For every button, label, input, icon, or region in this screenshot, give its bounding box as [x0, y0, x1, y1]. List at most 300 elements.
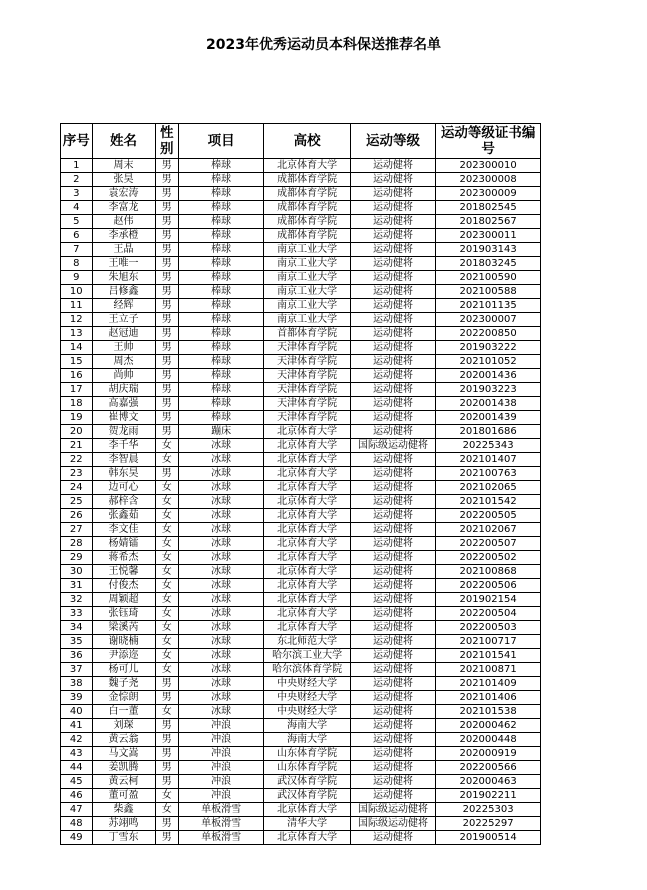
cell-university: 中央财经大学 — [264, 677, 350, 691]
cell-name: 经辉 — [92, 299, 155, 313]
cell-university: 北京体育大学 — [264, 607, 350, 621]
cell-university: 东北师范大学 — [264, 635, 350, 649]
cell-index: 47 — [61, 803, 93, 817]
cell-level: 运动健将 — [350, 257, 435, 271]
cell-name: 周颖超 — [92, 593, 155, 607]
cell-level: 运动健将 — [350, 719, 435, 733]
table-row — [61, 691, 541, 705]
cell-index: 26 — [61, 509, 93, 523]
cell-index: 42 — [61, 733, 93, 747]
table-row — [61, 271, 541, 285]
cell-name: 王晶 — [92, 243, 155, 257]
cell-certificate: 202101542 — [436, 495, 541, 509]
cell-gender: 女 — [155, 705, 178, 719]
cell-level: 运动健将 — [350, 621, 435, 635]
cell-certificate: 202102065 — [436, 481, 541, 495]
cell-certificate: 201801686 — [436, 425, 541, 439]
cell-level: 国际级运动健将 — [350, 817, 435, 831]
cell-event: 棒球 — [178, 173, 263, 187]
cell-gender: 女 — [155, 579, 178, 593]
cell-level: 运动健将 — [350, 243, 435, 257]
cell-university: 山东体育学院 — [264, 747, 350, 761]
cell-gender: 女 — [155, 789, 178, 803]
cell-name: 张鑫茹 — [92, 509, 155, 523]
cell-gender: 女 — [155, 607, 178, 621]
header-index: 序号 — [61, 124, 93, 159]
cell-certificate: 202200507 — [436, 537, 541, 551]
cell-level: 运动健将 — [350, 523, 435, 537]
cell-level: 国际级运动健将 — [350, 803, 435, 817]
cell-level: 运动健将 — [350, 537, 435, 551]
cell-index: 31 — [61, 579, 93, 593]
cell-event: 冰球 — [178, 677, 263, 691]
cell-level: 运动健将 — [350, 397, 435, 411]
cell-gender: 男 — [155, 215, 178, 229]
cell-event: 冰球 — [178, 523, 263, 537]
cell-level: 运动健将 — [350, 831, 435, 845]
cell-university: 北京体育大学 — [264, 523, 350, 537]
cell-event: 单板滑雪 — [178, 803, 263, 817]
cell-certificate: 202001438 — [436, 397, 541, 411]
cell-event: 单板滑雪 — [178, 831, 263, 845]
cell-gender: 男 — [155, 243, 178, 257]
cell-university: 山东体育学院 — [264, 761, 350, 775]
cell-university: 武汉体育学院 — [264, 789, 350, 803]
cell-university: 成都体育学院 — [264, 201, 350, 215]
recommendation-table — [60, 123, 541, 845]
cell-university: 北京体育大学 — [264, 565, 350, 579]
header-certificate: 运动等级证书编号 — [436, 124, 541, 159]
cell-index: 7 — [61, 243, 93, 257]
table-row — [61, 495, 541, 509]
cell-name: 姜凯腾 — [92, 761, 155, 775]
cell-university: 南京工业大学 — [264, 313, 350, 327]
cell-name: 杨婧镭 — [92, 537, 155, 551]
cell-event: 冰球 — [178, 439, 263, 453]
cell-name: 崔博文 — [92, 411, 155, 425]
cell-event: 单板滑雪 — [178, 817, 263, 831]
cell-university: 成都体育学院 — [264, 229, 350, 243]
table-row — [61, 369, 541, 383]
cell-gender: 男 — [155, 257, 178, 271]
cell-name: 苏翊鸣 — [92, 817, 155, 831]
cell-name: 马文嵩 — [92, 747, 155, 761]
cell-university: 北京体育大学 — [264, 439, 350, 453]
cell-event: 冰球 — [178, 691, 263, 705]
cell-name: 袁宏涛 — [92, 187, 155, 201]
cell-university: 南京工业大学 — [264, 257, 350, 271]
cell-name: 吕修鑫 — [92, 285, 155, 299]
cell-certificate: 202000462 — [436, 719, 541, 733]
cell-level: 运动健将 — [350, 789, 435, 803]
cell-name: 高嘉强 — [92, 397, 155, 411]
cell-gender: 男 — [155, 733, 178, 747]
cell-university: 天津体育学院 — [264, 397, 350, 411]
cell-level: 运动健将 — [350, 607, 435, 621]
cell-university: 南京工业大学 — [264, 271, 350, 285]
cell-event: 冰球 — [178, 551, 263, 565]
cell-index: 6 — [61, 229, 93, 243]
cell-certificate: 202100868 — [436, 565, 541, 579]
table-row — [61, 775, 541, 789]
cell-certificate: 202001436 — [436, 369, 541, 383]
cell-university: 北京体育大学 — [264, 551, 350, 565]
cell-event: 冲浪 — [178, 761, 263, 775]
cell-certificate: 202200505 — [436, 509, 541, 523]
cell-level: 运动健将 — [350, 159, 435, 173]
cell-certificate: 201900514 — [436, 831, 541, 845]
table-row — [61, 173, 541, 187]
cell-level: 运动健将 — [350, 411, 435, 425]
cell-university: 哈尔滨工业大学 — [264, 649, 350, 663]
table-row — [61, 649, 541, 663]
cell-index: 12 — [61, 313, 93, 327]
cell-event: 棒球 — [178, 243, 263, 257]
cell-gender: 女 — [155, 537, 178, 551]
cell-event: 棒球 — [178, 271, 263, 285]
cell-event: 棒球 — [178, 369, 263, 383]
cell-gender: 男 — [155, 369, 178, 383]
cell-index: 18 — [61, 397, 93, 411]
cell-level: 运动健将 — [350, 271, 435, 285]
cell-event: 蹦床 — [178, 425, 263, 439]
table-row — [61, 523, 541, 537]
cell-gender: 女 — [155, 523, 178, 537]
cell-certificate: 202200506 — [436, 579, 541, 593]
cell-index: 37 — [61, 663, 93, 677]
cell-index: 13 — [61, 327, 93, 341]
cell-name: 郝梓含 — [92, 495, 155, 509]
table-row — [61, 789, 541, 803]
cell-name: 李富龙 — [92, 201, 155, 215]
cell-index: 46 — [61, 789, 93, 803]
cell-level: 运动健将 — [350, 215, 435, 229]
cell-gender: 男 — [155, 425, 178, 439]
cell-certificate: 201903143 — [436, 243, 541, 257]
table-row — [61, 817, 541, 831]
cell-level: 运动健将 — [350, 649, 435, 663]
cell-event: 棒球 — [178, 215, 263, 229]
cell-gender: 女 — [155, 649, 178, 663]
cell-index: 23 — [61, 467, 93, 481]
cell-level: 运动健将 — [350, 593, 435, 607]
cell-gender: 女 — [155, 803, 178, 817]
cell-event: 冲浪 — [178, 775, 263, 789]
cell-certificate: 202300011 — [436, 229, 541, 243]
table-row — [61, 299, 541, 313]
cell-index: 30 — [61, 565, 93, 579]
cell-gender: 男 — [155, 299, 178, 313]
cell-name: 赵冠迪 — [92, 327, 155, 341]
cell-event: 冰球 — [178, 537, 263, 551]
cell-gender: 男 — [155, 173, 178, 187]
cell-level: 运动健将 — [350, 327, 435, 341]
cell-certificate: 202200504 — [436, 607, 541, 621]
page-title: 2023年优秀运动员本科保送推荐名单 — [206, 37, 441, 53]
table-row — [61, 509, 541, 523]
cell-gender: 男 — [155, 341, 178, 355]
header-gender: 性别 — [155, 124, 178, 159]
cell-certificate: 202300009 — [436, 187, 541, 201]
cell-event: 棒球 — [178, 397, 263, 411]
cell-index: 24 — [61, 481, 93, 495]
cell-name: 尚帅 — [92, 369, 155, 383]
cell-event: 棒球 — [178, 159, 263, 173]
cell-certificate: 202100871 — [436, 663, 541, 677]
cell-gender: 男 — [155, 383, 178, 397]
cell-certificate: 20225343 — [436, 439, 541, 453]
cell-index: 17 — [61, 383, 93, 397]
cell-level: 运动健将 — [350, 369, 435, 383]
cell-name: 董可盈 — [92, 789, 155, 803]
cell-certificate: 202101538 — [436, 705, 541, 719]
header-level: 运动等级 — [350, 124, 435, 159]
cell-university: 南京工业大学 — [264, 243, 350, 257]
cell-index: 25 — [61, 495, 93, 509]
cell-name: 王唯一 — [92, 257, 155, 271]
cell-level: 运动健将 — [350, 747, 435, 761]
table-row — [61, 621, 541, 635]
cell-name: 白一董 — [92, 705, 155, 719]
cell-gender: 女 — [155, 565, 178, 579]
cell-gender: 男 — [155, 775, 178, 789]
cell-level: 运动健将 — [350, 635, 435, 649]
cell-name: 李千华 — [92, 439, 155, 453]
cell-event: 棒球 — [178, 187, 263, 201]
cell-university: 成都体育学院 — [264, 215, 350, 229]
table-row — [61, 831, 541, 845]
cell-gender: 女 — [155, 593, 178, 607]
cell-name: 梁溪芮 — [92, 621, 155, 635]
cell-event: 冰球 — [178, 495, 263, 509]
cell-event: 冰球 — [178, 481, 263, 495]
cell-gender: 女 — [155, 551, 178, 565]
cell-event: 棒球 — [178, 313, 263, 327]
table-row — [61, 537, 541, 551]
cell-certificate: 202000463 — [436, 775, 541, 789]
cell-event: 冰球 — [178, 593, 263, 607]
cell-index: 48 — [61, 817, 93, 831]
cell-certificate: 202200566 — [436, 761, 541, 775]
table-row — [61, 677, 541, 691]
cell-level: 运动健将 — [350, 775, 435, 789]
cell-university: 中央财经大学 — [264, 705, 350, 719]
cell-name: 刘琛 — [92, 719, 155, 733]
table-row — [61, 579, 541, 593]
table-row — [61, 635, 541, 649]
cell-name: 金悰朗 — [92, 691, 155, 705]
table-row — [61, 243, 541, 257]
cell-event: 冰球 — [178, 663, 263, 677]
cell-certificate: 202101541 — [436, 649, 541, 663]
cell-index: 5 — [61, 215, 93, 229]
cell-event: 冰球 — [178, 453, 263, 467]
cell-gender: 女 — [155, 439, 178, 453]
cell-name: 付俊杰 — [92, 579, 155, 593]
cell-university: 首都体育学院 — [264, 327, 350, 341]
cell-university: 天津体育学院 — [264, 355, 350, 369]
cell-index: 33 — [61, 607, 93, 621]
cell-certificate: 202101135 — [436, 299, 541, 313]
cell-certificate: 202001439 — [436, 411, 541, 425]
cell-gender: 男 — [155, 159, 178, 173]
cell-level: 运动健将 — [350, 761, 435, 775]
table-row — [61, 551, 541, 565]
cell-index: 10 — [61, 285, 93, 299]
cell-certificate: 201803245 — [436, 257, 541, 271]
cell-certificate: 202102067 — [436, 523, 541, 537]
header-event: 项目 — [178, 124, 263, 159]
cell-index: 35 — [61, 635, 93, 649]
cell-certificate: 202101406 — [436, 691, 541, 705]
cell-index: 19 — [61, 411, 93, 425]
table-row — [61, 439, 541, 453]
cell-university: 清华大学 — [264, 817, 350, 831]
cell-university: 海南大学 — [264, 719, 350, 733]
cell-level: 运动健将 — [350, 201, 435, 215]
cell-certificate: 202101052 — [436, 355, 541, 369]
cell-level: 运动健将 — [350, 481, 435, 495]
cell-gender: 女 — [155, 663, 178, 677]
cell-event: 冰球 — [178, 635, 263, 649]
cell-certificate: 20225303 — [436, 803, 541, 817]
cell-index: 39 — [61, 691, 93, 705]
cell-event: 棒球 — [178, 201, 263, 215]
table-row — [61, 341, 541, 355]
cell-index: 28 — [61, 537, 93, 551]
cell-index: 34 — [61, 621, 93, 635]
cell-certificate: 201802567 — [436, 215, 541, 229]
cell-name: 王帅 — [92, 341, 155, 355]
header-university: 高校 — [264, 124, 350, 159]
cell-university: 成都体育学院 — [264, 173, 350, 187]
cell-gender: 男 — [155, 355, 178, 369]
cell-gender: 男 — [155, 691, 178, 705]
cell-certificate: 202100717 — [436, 635, 541, 649]
cell-university: 天津体育学院 — [264, 341, 350, 355]
cell-level: 运动健将 — [350, 313, 435, 327]
cell-name: 李承橙 — [92, 229, 155, 243]
cell-university: 北京体育大学 — [264, 495, 350, 509]
cell-event: 冰球 — [178, 649, 263, 663]
cell-name: 王立子 — [92, 313, 155, 327]
cell-index: 22 — [61, 453, 93, 467]
table-row — [61, 747, 541, 761]
cell-index: 41 — [61, 719, 93, 733]
cell-event: 棒球 — [178, 383, 263, 397]
cell-event: 冰球 — [178, 579, 263, 593]
cell-gender: 女 — [155, 453, 178, 467]
cell-level: 运动健将 — [350, 229, 435, 243]
cell-name: 胡庆瑞 — [92, 383, 155, 397]
cell-university: 天津体育学院 — [264, 369, 350, 383]
cell-level: 运动健将 — [350, 677, 435, 691]
cell-certificate: 201902211 — [436, 789, 541, 803]
cell-event: 棒球 — [178, 355, 263, 369]
cell-certificate: 201903222 — [436, 341, 541, 355]
cell-name: 柴鑫 — [92, 803, 155, 817]
cell-level: 运动健将 — [350, 663, 435, 677]
cell-gender: 男 — [155, 285, 178, 299]
cell-certificate: 20225297 — [436, 817, 541, 831]
cell-name: 张昊 — [92, 173, 155, 187]
cell-name: 赵伟 — [92, 215, 155, 229]
cell-index: 21 — [61, 439, 93, 453]
table-row — [61, 453, 541, 467]
cell-event: 冲浪 — [178, 747, 263, 761]
cell-event: 棒球 — [178, 257, 263, 271]
table-row — [61, 215, 541, 229]
cell-index: 9 — [61, 271, 93, 285]
cell-index: 16 — [61, 369, 93, 383]
cell-university: 海南大学 — [264, 733, 350, 747]
cell-level: 运动健将 — [350, 173, 435, 187]
table-row — [61, 355, 541, 369]
cell-gender: 男 — [155, 313, 178, 327]
cell-certificate: 202100590 — [436, 271, 541, 285]
cell-event: 棒球 — [178, 411, 263, 425]
cell-name: 朱旭东 — [92, 271, 155, 285]
cell-name: 谢晓楠 — [92, 635, 155, 649]
cell-university: 北京体育大学 — [264, 803, 350, 817]
table-row — [61, 705, 541, 719]
cell-level: 运动健将 — [350, 551, 435, 565]
cell-university: 北京体育大学 — [264, 509, 350, 523]
cell-gender: 男 — [155, 201, 178, 215]
cell-event: 冰球 — [178, 565, 263, 579]
cell-university: 哈尔滨体育学院 — [264, 663, 350, 677]
cell-certificate: 202200503 — [436, 621, 541, 635]
cell-index: 36 — [61, 649, 93, 663]
cell-event: 冰球 — [178, 607, 263, 621]
table-row — [61, 481, 541, 495]
table-row — [61, 467, 541, 481]
cell-level: 运动健将 — [350, 509, 435, 523]
table-row — [61, 425, 541, 439]
cell-university: 北京体育大学 — [264, 621, 350, 635]
cell-event: 冰球 — [178, 467, 263, 481]
cell-university: 武汉体育学院 — [264, 775, 350, 789]
cell-name: 杨可儿 — [92, 663, 155, 677]
cell-level: 运动健将 — [350, 453, 435, 467]
cell-certificate: 202300010 — [436, 159, 541, 173]
cell-level: 运动健将 — [350, 299, 435, 313]
cell-university: 南京工业大学 — [264, 285, 350, 299]
cell-index: 1 — [61, 159, 93, 173]
table-row — [61, 327, 541, 341]
cell-name: 边可心 — [92, 481, 155, 495]
table-row — [61, 383, 541, 397]
cell-level: 运动健将 — [350, 495, 435, 509]
cell-gender: 女 — [155, 635, 178, 649]
cell-name: 丁雪东 — [92, 831, 155, 845]
cell-event: 棒球 — [178, 327, 263, 341]
cell-name: 黄云翁 — [92, 733, 155, 747]
table-row — [61, 607, 541, 621]
cell-level: 运动健将 — [350, 565, 435, 579]
cell-gender: 男 — [155, 747, 178, 761]
cell-level: 运动健将 — [350, 425, 435, 439]
cell-certificate: 202000919 — [436, 747, 541, 761]
cell-level: 运动健将 — [350, 383, 435, 397]
cell-certificate: 202000448 — [436, 733, 541, 747]
cell-index: 4 — [61, 201, 93, 215]
cell-event: 冰球 — [178, 509, 263, 523]
cell-certificate: 202101409 — [436, 677, 541, 691]
table-row — [61, 663, 541, 677]
table-row — [61, 803, 541, 817]
cell-event: 冰球 — [178, 705, 263, 719]
